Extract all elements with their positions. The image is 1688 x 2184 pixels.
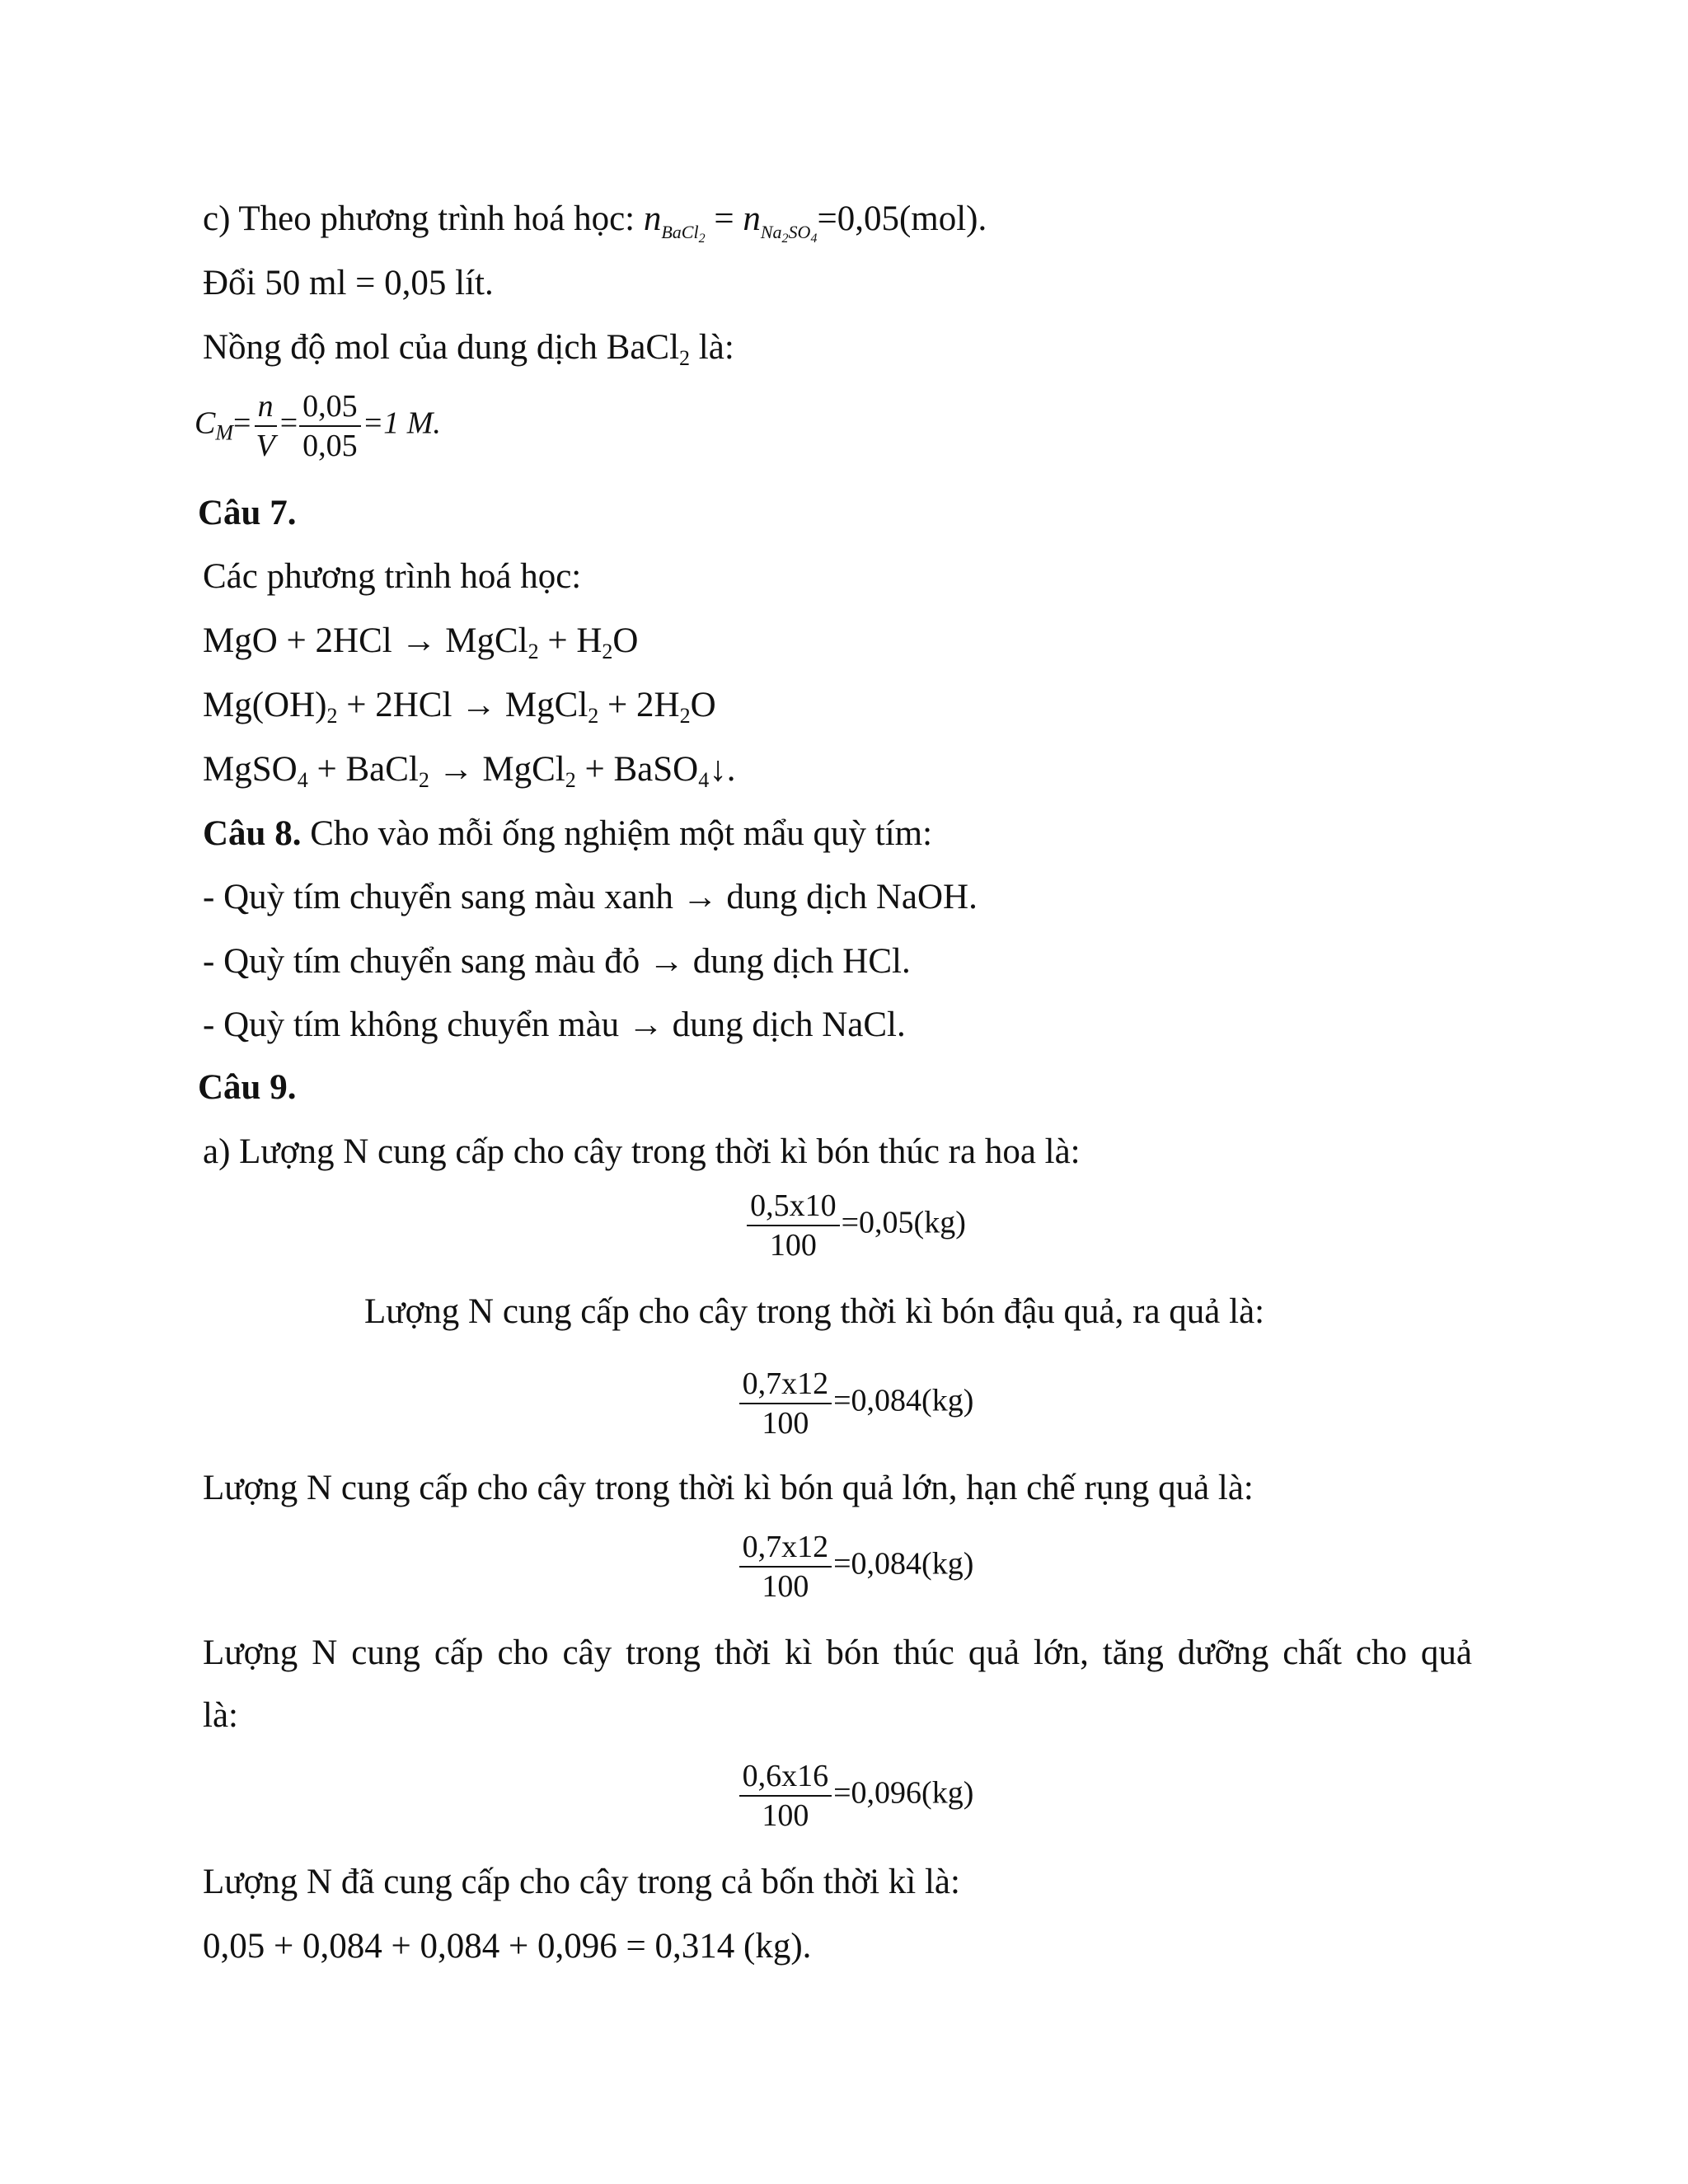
q9-formula-1: $\frac{0,5x10}{100}$ =0,05(kg) (12, 1187, 1688, 1264)
q9-heading: Câu 9. (198, 1068, 297, 1107)
q9-a-text: a) Lượng N cung cấp cho cây trong thời kì bón thúc ra hoa là: (203, 1132, 1081, 1171)
q8-item: - Quỳ tím không chuyển màu → dung dịch NaCl. (203, 1005, 906, 1044)
q9-text-2: Lượng N cung cấp cho cây trong thời kì bón đậu quả, ra quả là: (364, 1292, 1265, 1331)
q8-heading: Câu 8. (203, 814, 302, 853)
q8-item: - Quỳ tím chuyển sang màu đỏ → dung dịch HCl. (203, 942, 911, 981)
n-bacl2-sub: BaCl (661, 222, 699, 242)
q7-intro: Các phương trình hoá học: (203, 557, 582, 596)
fraction-values: $\frac{0,05}{0,05}$ (299, 387, 361, 465)
q9-formula-2: $\frac{0,7x12}{100}$ =0,084(kg) (12, 1365, 1688, 1442)
cm-formula: $C_M=$ $\frac{n}{V}$ = $\frac{0,05}{0,05}$ =1 M. (195, 389, 441, 463)
c-lead: c) Theo phương trình hoá học: (203, 199, 635, 238)
q7-eq1: MgO + 2HCl → MgCl$_2$ + $H_2O$ (203, 621, 639, 663)
convert-line: Đổi 50 ml = 0,05 lít. (203, 264, 494, 302)
q7-eq3: MgSO$_4$ + BaCl$_2$ → MgCl$_2$ + BaSO$_4$↓. (203, 750, 736, 792)
n-bacl2: n (643, 199, 662, 238)
q9-total: 0,05 + 0,084 + 0,084 + 0,096 = 0,314 (kg). (203, 1927, 812, 1966)
q8-item: - Quỳ tím chuyển sang màu xanh → dung dịch NaOH. (203, 878, 978, 916)
q9-formula-3: $\frac{0,7x12}{100}$ =0,084(kg) (12, 1528, 1688, 1605)
fraction-n-v: $\frac{n}{V}$ (256, 389, 275, 463)
q9-formula-4: $\frac{0,6x16}{100}$ =0,096(kg) (12, 1757, 1688, 1835)
q9-text-4: Lượng N cung cấp cho cây trong thời kì bón thúc quả lớn, tăng dưỡng chất cho quả (203, 1633, 1472, 1672)
n-na2so4: n (743, 199, 761, 238)
conc-line: Nồng độ mol của dung dịch BaCl$_2$ là: (203, 328, 734, 370)
q9-text-3: Lượng N cung cấp cho cây trong thời kì bón quả lớn, hạn chế rụng quả là: (203, 1469, 1254, 1507)
c-value: =0,05(mol). (817, 199, 987, 238)
q9-text-5: Lượng N đã cung cấp cho cây trong cả bốn thời kì là: (203, 1863, 960, 1901)
c-line: c) Theo phương trình hoá học: $n_{BaCl_2} = n_{Na_2SO_4}=0,05(mol)$. (203, 199, 987, 246)
q7-heading: Câu 7. (198, 494, 297, 532)
q7-eq2: $Mg(OH)_2 + 2HCl$ → MgCl$_2$ + $2H_2O$ (203, 686, 716, 728)
q8-line: Câu 8. Cho vào mỗi ống nghiệm một mẩu quỳ tím: (203, 814, 933, 853)
q9-text-4b: là: (203, 1696, 238, 1735)
